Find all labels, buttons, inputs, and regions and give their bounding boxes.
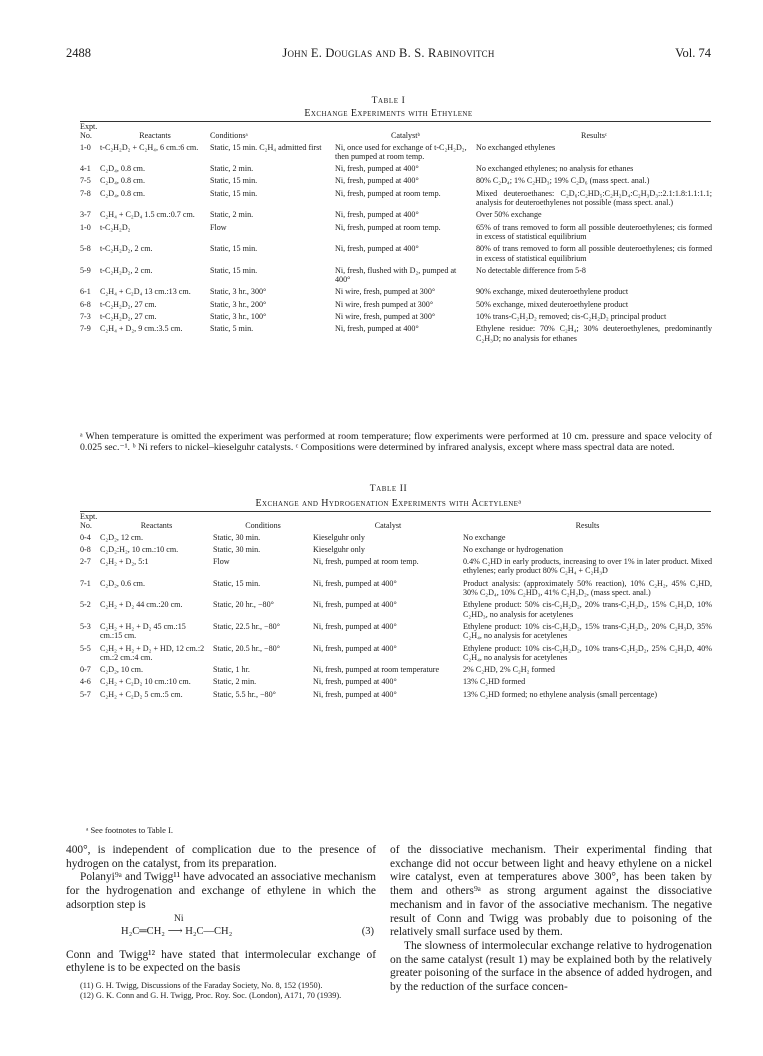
table1-footnote: ᵃ When temperature is omitted the experiment was performed at room temperature; flow experiments were performed at 10 cm. pressure and space velocity of 0.025 sec.⁻¹. ᵇ Ni refers to nickel–kieselguhr catalysts. ᶜ Compositions were determined by infrared analysis, except where mass spectral data are noted. — [80, 431, 712, 454]
table-cell-results: 50% exchange, mixed deuteroethylene product — [476, 299, 629, 309]
table2 — [80, 512, 712, 702]
table-cell-results: 2% C₂HD, 2% C₂H₂ formed — [463, 665, 555, 675]
table-row — [80, 677, 712, 689]
table1-header-results: Resultsᶜ — [581, 131, 607, 141]
running-head — [66, 46, 711, 62]
table-cell-no: 6-1 — [80, 287, 91, 297]
table-row — [80, 210, 712, 222]
table-cell-reactants: C₂D₂:H₂, 10 cm.:10 cm. — [100, 544, 179, 554]
table-cell-no: 4-1 — [80, 164, 91, 174]
right-paragraph-2: The slowness of intermolecular exchange relative to hydrogenation on the same catalyst (result 1) may be explained both by the relatively greater poisoning of the surface in the absence of added hydrogen, and by the reduction of the surface concen- — [390, 939, 712, 994]
table-cell-reactants: C₂D₂, 10 cm. — [100, 665, 143, 675]
table-cell-reactants: t-C₂H₂D₂, 2 cm. — [100, 244, 153, 254]
table-cell-no: 7-3 — [80, 312, 91, 322]
table-cell-reactants: C₂H₄ + C₂D₄ 1.5 cm.:0.7 cm. — [100, 210, 195, 220]
table-cell-reactants: C₂H₄ + C₂D₄ 13 cm.:13 cm. — [100, 287, 191, 297]
table-cell-reactants: t-C₂H₂D₂ + C₂H₄, 6 cm.:6 cm. — [100, 142, 199, 152]
table-cell-no: 3-7 — [80, 210, 91, 220]
table2-header-catalyst: Catalyst — [374, 521, 402, 531]
table1-header-row — [80, 122, 712, 143]
table-cell-catalyst: Ni, fresh, pumped at 400° — [313, 621, 397, 631]
equation-rhs: H₂C—CH₂ — [185, 925, 233, 937]
table-cell-conditions: Static, 3 hr., 100° — [210, 312, 267, 322]
table-cell-no: 5-2 — [80, 600, 91, 610]
table-cell-catalyst: Ni, fresh, pumped at room temperature — [313, 665, 440, 675]
table-cell-conditions: Static, 3 hr., 300° — [210, 287, 267, 297]
table-cell-catalyst: Ni, fresh, flushed with D₂, pumped at 400° — [335, 265, 457, 285]
table-cell-conditions: Static, 3 hr., 200° — [210, 299, 267, 309]
table-cell-no: 4-6 — [80, 677, 91, 687]
table-cell-results: 10% trans-C₂H₂D₂ removed; cis-C₂H₂D₂ principal product — [476, 312, 667, 322]
table-cell-conditions: Static, 22.5 hr., −80° — [213, 621, 280, 631]
table-cell-conditions: Static, 5 min. — [210, 324, 254, 334]
table-row — [80, 287, 712, 299]
table1-header-reactants: Reactants — [139, 131, 171, 141]
table-cell-conditions: Static, 30 min. — [213, 544, 261, 554]
table-cell-catalyst: Kieselguhr only — [313, 544, 365, 554]
table-row — [80, 312, 712, 324]
table-cell-conditions: Static, 20 hr., −80° — [213, 600, 274, 610]
table-cell-results: No exchange — [463, 532, 506, 542]
table-cell-results: Ethylene product: 10% cis-C₂H₂D₂, 10% trans-C₂H₂D₂, 25% C₂H₃D, 40% C₂H₄, no analysis for acetylenes — [463, 643, 712, 662]
table-row — [80, 644, 712, 666]
equation-catalyst-label: Ni — [174, 913, 184, 924]
table-cell-no: 0-4 — [80, 532, 91, 542]
table-cell-reactants: t-C₂H₂D₂, 27 cm. — [100, 299, 157, 309]
table-cell-results: 65% of trans removed to form all possible deuteroethylenes; cis formed in excess of statistical equilibrium — [476, 222, 712, 241]
table1 — [80, 122, 712, 346]
table-cell-results: 13% C₂HD formed; no ethylene analysis (small percentage) — [463, 689, 658, 699]
table2-header-row — [80, 512, 712, 533]
table-cell-no: 7-5 — [80, 176, 91, 186]
table-row — [80, 324, 712, 346]
table-cell-conditions: Flow — [210, 222, 227, 232]
table-row — [80, 533, 712, 545]
table-cell-reactants: C₂H₂ + H₂ + D₂ 45 cm.:15 cm.:15 cm. — [100, 621, 186, 641]
table-cell-reactants: C₂H₂ + D₂, 5:1 — [100, 557, 149, 567]
equation-expression — [121, 925, 232, 939]
table-cell-reactants: C₂H₄ + D₂, 9 cm.:3.5 cm. — [100, 324, 183, 334]
table2-footnote: ᵃ See footnotes to Table I. — [86, 825, 174, 835]
table-row — [80, 545, 712, 557]
table-cell-catalyst: Ni, fresh, pumped at room temp. — [335, 222, 441, 232]
table-cell-results: Ethylene product: 10% cis-C₂H₂D₂, 15% trans-C₂H₂D₂, 20% C₂H₃D, 35% C₂H₄, no analysis for acetylenes — [463, 621, 712, 641]
table-cell-reactants: t-C₂H₂D₂, 27 cm. — [100, 312, 157, 322]
table-cell-reactants: t-C₂H₂D₂, 2 cm. — [100, 265, 153, 275]
table-row — [80, 622, 712, 644]
table-cell-reactants: t-C₂H₂D₂ — [100, 222, 131, 232]
table-cell-no: 0-7 — [80, 665, 91, 675]
table-cell-conditions: Static, 2 min. — [210, 210, 254, 220]
table1-header-catalyst: Catalystᵇ — [390, 131, 421, 141]
table-cell-conditions: Static, 15 min. — [213, 578, 261, 588]
equation-number: (3) — [361, 925, 374, 937]
table-cell-no: 5-5 — [80, 643, 91, 653]
table-cell-catalyst: Ni, fresh, pumped at 400° — [335, 176, 419, 186]
table-cell-results: 80% C₂D₄; 1% C₂HD₃; 19% C₂D₆ (mass spect. anal.) — [476, 176, 650, 186]
table-row — [80, 143, 712, 165]
table-cell-catalyst: Ni wire, fresh, pumped at 300° — [335, 287, 436, 297]
table-cell-no: 7-9 — [80, 324, 91, 334]
equation-3 — [66, 913, 376, 949]
right-column — [390, 844, 712, 995]
table-cell-catalyst: Ni, fresh, pumped at 400° — [313, 578, 397, 588]
table1-caption: Exchange Experiments with Ethylene — [304, 108, 473, 119]
table-cell-results: Product analysis: (approximately 50% reaction), 10% C₂H₂, 45% C₂HD, 30% C₂D₄, 10% C₂HD₃, 41% C₂H₂D₂, (mass spect. anal.) — [463, 578, 712, 598]
table-cell-results: No exchanged ethylenes; no analysis for ethanes — [476, 164, 634, 174]
table-cell-results: 0.4% C₂HD in early products, increasing to over 1% in later product. Mixed ethylenes; early product 80% C₂H₄ + C₂H₃D — [463, 557, 712, 576]
table-cell-catalyst: Ni, fresh, pumped at 400° — [313, 643, 397, 653]
table-cell-conditions: Static, 5.5 hr., −80° — [213, 689, 276, 699]
left-paragraph-1: 400°, is independent of complication due to the presence of hydrogen on the catalyst, from its preparation. — [66, 844, 376, 870]
table-cell-reactants: C₂H₂ + C₂D₂ 10 cm.:10 cm. — [100, 677, 191, 687]
equation-lhs: H₂C═CH₂ — [121, 925, 165, 937]
table-cell-catalyst: Ni, fresh, pumped at 400° — [313, 600, 397, 610]
table2-label: Table II — [369, 484, 408, 494]
table-cell-reactants: C₂D₂, 12 cm. — [100, 532, 143, 542]
table1-header-conditions: Conditionsᵃ — [210, 131, 248, 141]
table-cell-reactants: C₂H₂ + C₂D₂ 5 cm.:5 cm. — [100, 689, 183, 699]
table-row — [80, 176, 712, 188]
table-row — [80, 600, 712, 622]
table-row — [80, 189, 712, 211]
table-cell-no: 7-8 — [80, 188, 91, 198]
right-paragraph-1: of the dissociative mechanism. Their experimental finding that exchange did not occur between light and heavy ethylene on a nickel wire catalyst, even at temperatures above 300°, has been taken by them and others⁹ᵃ as strong argument against the dissociative mechanism and in favor of the associative mechanism. The negative result of Conn and Twigg was probably due to poisoning of the relatively small surface used by them. — [390, 844, 712, 939]
table-row — [80, 266, 712, 288]
table-cell-conditions: Static, 20.5 hr., −80° — [213, 643, 280, 653]
reference-12: (12) G. K. Conn and G. H. Twigg, Proc. Roy. Soc. (London), A171, 70 (1939). — [80, 991, 342, 1001]
table-cell-catalyst: Ni wire, fresh pumped at 300° — [335, 299, 434, 309]
table2-header-results: Results — [575, 521, 600, 531]
table-cell-reactants: C₂H₂ + H₂ + D₂ + HD, 12 cm.:2 cm.:2 cm.:4 cm. — [100, 643, 205, 662]
table-cell-catalyst: Ni, fresh, pumped at room temp. — [335, 188, 441, 198]
table-cell-catalyst: Kieselguhr only — [313, 532, 365, 542]
table-cell-no: 2-7 — [80, 557, 91, 567]
table-row — [80, 579, 712, 601]
table-cell-no: 7-1 — [80, 578, 91, 588]
table-cell-reactants: C₂D₄, 0.8 cm. — [100, 164, 145, 174]
table-cell-reactants: C₂D₄, 0.8 cm. — [100, 176, 145, 186]
table-cell-conditions: Static, 15 min. C₂H₄ admitted first — [210, 142, 322, 152]
left-column — [66, 844, 376, 1001]
table-cell-catalyst: Ni, fresh, pumped at 400° — [335, 210, 419, 220]
table-cell-conditions: Static, 15 min. — [210, 188, 258, 198]
table-cell-results: No exchange or hydrogenation — [463, 544, 564, 554]
table-cell-catalyst: Ni, fresh, pumped at 400° — [313, 689, 397, 699]
table-cell-conditions: Static, 15 min. — [210, 176, 258, 186]
table-cell-no: 1-0 — [80, 222, 91, 232]
equation-arrow: ⟶ — [167, 925, 186, 937]
table-cell-catalyst: Ni wire, fresh, pumped at 300° — [335, 312, 436, 322]
references — [66, 981, 376, 1001]
page-number: 2488 — [66, 46, 91, 60]
table-cell-reactants: C₂H₂ + D₂ 44 cm.:20 cm. — [100, 600, 183, 610]
table-cell-no: 5-7 — [80, 689, 91, 699]
table-cell-catalyst: Ni, fresh, pumped at room temp. — [313, 557, 419, 567]
table-cell-catalyst: Ni, once used for exchange of t-C₂H₂D₂, then pumped at room temp. — [335, 142, 467, 161]
volume-label: Vol. 74 — [675, 46, 711, 60]
left-paragraph-3: Conn and Twigg¹² have stated that intermolecular exchange of ethylene is to be expected on the basis — [66, 948, 376, 975]
table-cell-results: Ethylene product: 50% cis-C₂H₂D₂, 20% trans-C₂H₂D₂, 15% C₂H₃D, 10% C₂HD₃, no analysis for acetylenes — [463, 600, 712, 619]
table-cell-conditions: Static, 15 min. — [210, 265, 258, 275]
table-row — [80, 300, 712, 312]
table1-label: Table I — [371, 96, 406, 106]
table-cell-results: 80% of trans removed to form all possible deuteroethylenes; cis formed in excess of statistical equilibrium — [476, 244, 712, 263]
table-cell-conditions: Static, 2 min. — [210, 164, 254, 174]
table-cell-results: Mixed deuteroethanes: C₂D₆:C₂HD₅:C₂H₂D₄:C₂H₃D₃::2.1:1.8:1.1:1.1; analysis for deuteroethylenes not possible (mass spect. anal.) — [476, 188, 712, 208]
table2-caption: Exchange and Hydrogenation Experiments with Acetyleneᵃ — [255, 498, 522, 509]
table2-header-expt: Expt. No. — [80, 512, 98, 531]
table-cell-no: 0-8 — [80, 544, 91, 554]
table-cell-catalyst: Ni, fresh, pumped at 400° — [335, 324, 419, 334]
table-cell-no: 1-0 — [80, 142, 91, 152]
table2-header-reactants: Reactants — [140, 521, 173, 531]
table-cell-no: 5-3 — [80, 621, 91, 631]
table-cell-no: 5-9 — [80, 265, 91, 275]
table-row — [80, 557, 712, 579]
table-cell-results: No exchanged ethylenes — [476, 142, 556, 152]
table-row — [80, 244, 712, 266]
table-cell-catalyst: Ni, fresh, pumped at 400° — [335, 164, 419, 174]
table-cell-conditions: Flow — [213, 557, 230, 567]
table-cell-conditions: Static, 1 hr. — [213, 665, 250, 675]
table-cell-reactants: C₂D₂, 0.6 cm. — [100, 578, 145, 588]
table-cell-no: 6-8 — [80, 299, 91, 309]
table-cell-catalyst: Ni, fresh, pumped at 400° — [313, 677, 397, 687]
table-cell-results: No detectable difference from 5-8 — [476, 265, 586, 275]
table1-header-expt: Expt. No. — [80, 122, 98, 141]
table-cell-conditions: Static, 30 min. — [213, 532, 261, 542]
left-paragraph-2: Polanyi⁹ᵃ and Twigg¹¹ have advocated an associative mechanism for the hydrogenation and exchange of ethylene in which the adsorption step is — [66, 871, 376, 911]
reference-11: (11) G. H. Twigg, Discussions of the Faraday Society, No. 8, 152 (1950). — [80, 980, 323, 990]
table-cell-results: Ethylene residue: 70% C₂H₄; 30% deuteroethylenes, predominantly C₂H₃D; no analysis for ethanes — [476, 324, 712, 343]
table-row — [80, 164, 712, 176]
running-authors: John E. Douglas and B. S. Rabinovitch — [282, 46, 495, 60]
table-cell-no: 5-8 — [80, 244, 91, 254]
table-row — [80, 223, 712, 245]
table-cell-results: Over 50% exchange — [476, 210, 542, 220]
table-row — [80, 665, 712, 677]
table-cell-results: 90% exchange, mixed deuteroethylene product — [476, 287, 629, 297]
table-cell-reactants: C₂D₄, 0.8 cm. — [100, 188, 145, 198]
table-cell-conditions: Static, 15 min. — [210, 244, 258, 254]
table-cell-conditions: Static, 2 min. — [213, 677, 257, 687]
table-row — [80, 690, 712, 702]
table-cell-results: 13% C₂HD formed — [463, 677, 526, 687]
table-cell-catalyst: Ni, fresh, pumped at 400° — [335, 244, 419, 254]
table2-header-conditions: Conditions — [245, 521, 281, 531]
